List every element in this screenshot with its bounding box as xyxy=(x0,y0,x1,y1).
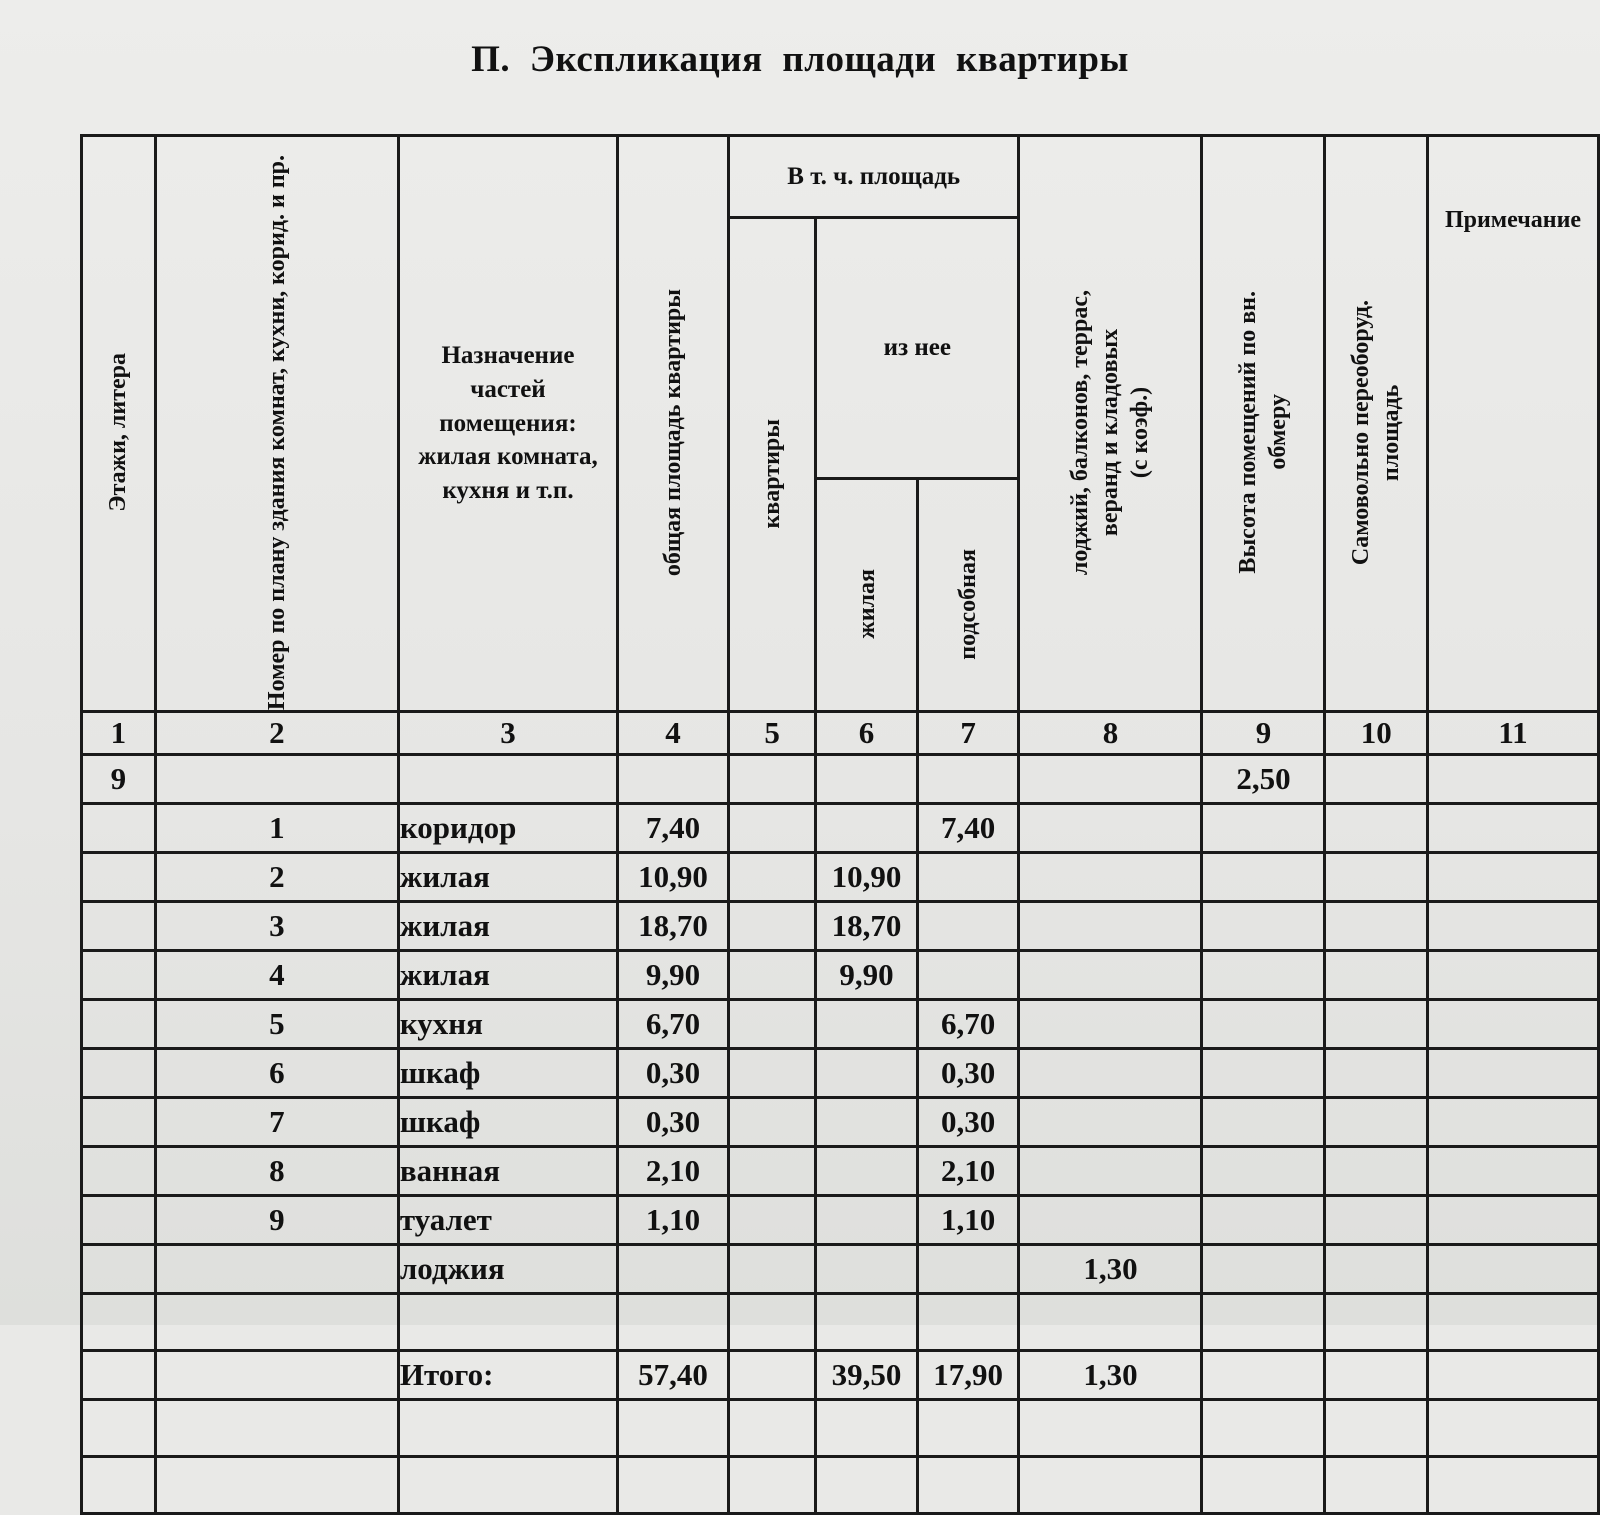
cell-auxiliary-area xyxy=(917,853,1019,902)
cell-room-name xyxy=(398,1294,617,1351)
cell-note xyxy=(1428,1245,1599,1294)
column-number: 4 xyxy=(618,712,729,755)
cell-loggia-area xyxy=(1019,1196,1202,1245)
cell-apartment-area xyxy=(728,1351,815,1400)
header-height: Высота помещений по вн. обмеру xyxy=(1202,136,1325,712)
cell-note xyxy=(1428,951,1599,1000)
table-row xyxy=(82,804,1599,853)
cell-note xyxy=(1428,902,1599,951)
column-number: 9 xyxy=(1202,712,1325,755)
cell-living-area: 39,50 xyxy=(816,1351,918,1400)
cell-self-rebuilt xyxy=(1325,1400,1428,1457)
cell-self-rebuilt xyxy=(1325,1351,1428,1400)
cell-room-number: 8 xyxy=(155,1147,398,1196)
cell-total-area: 9,90 xyxy=(618,951,729,1000)
cell-room-number: 2 xyxy=(155,853,398,902)
cell-total-area xyxy=(618,1294,729,1351)
cell-total-area: 10,90 xyxy=(618,853,729,902)
cell-room-name: туалет xyxy=(398,1196,617,1245)
cell-auxiliary-area xyxy=(917,755,1019,804)
cell-room-name xyxy=(398,1400,617,1457)
cell-apartment-area xyxy=(728,755,815,804)
cell-room-number xyxy=(155,755,398,804)
cell-loggia-area xyxy=(1019,804,1202,853)
cell-height xyxy=(1202,1147,1325,1196)
cell-height xyxy=(1202,1000,1325,1049)
cell-apartment-area xyxy=(728,1147,815,1196)
cell-auxiliary-area: 17,90 xyxy=(917,1351,1019,1400)
table-row xyxy=(82,1245,1599,1294)
table-row xyxy=(82,1400,1599,1457)
table-row xyxy=(82,1351,1599,1400)
cell-room-name xyxy=(398,1457,617,1514)
cell-auxiliary-area: 6,70 xyxy=(917,1000,1019,1049)
cell-height xyxy=(1202,1098,1325,1147)
cell-apartment-area xyxy=(728,951,815,1000)
cell-loggia-area xyxy=(1019,1049,1202,1098)
cell-self-rebuilt xyxy=(1325,1098,1428,1147)
cell-height xyxy=(1202,1049,1325,1098)
cell-loggia-area xyxy=(1019,853,1202,902)
cell-note xyxy=(1428,1196,1599,1245)
cell-apartment-area xyxy=(728,1400,815,1457)
cell-living-area xyxy=(816,1457,918,1514)
cell-floor xyxy=(82,951,156,1000)
explication-table xyxy=(80,134,1600,1515)
cell-loggia-area xyxy=(1019,755,1202,804)
header-of-which: из нее xyxy=(816,218,1019,479)
cell-note xyxy=(1428,1351,1599,1400)
cell-self-rebuilt xyxy=(1325,1147,1428,1196)
cell-self-rebuilt xyxy=(1325,1049,1428,1098)
header-incl-area: В т. ч. площадь xyxy=(728,136,1018,218)
cell-floor xyxy=(82,804,156,853)
cell-loggia-area xyxy=(1019,1147,1202,1196)
cell-height xyxy=(1202,951,1325,1000)
cell-note xyxy=(1428,1049,1599,1098)
column-number: 7 xyxy=(917,712,1019,755)
cell-floor xyxy=(82,1245,156,1294)
column-number: 8 xyxy=(1019,712,1202,755)
cell-self-rebuilt xyxy=(1325,902,1428,951)
cell-auxiliary-area xyxy=(917,1245,1019,1294)
cell-self-rebuilt xyxy=(1325,804,1428,853)
table-row xyxy=(82,853,1599,902)
table-row xyxy=(82,951,1599,1000)
cell-height xyxy=(1202,1457,1325,1514)
cell-floor xyxy=(82,1147,156,1196)
cell-room-number: 9 xyxy=(155,1196,398,1245)
cell-note xyxy=(1428,1457,1599,1514)
cell-room-name: ванная xyxy=(398,1147,617,1196)
cell-floor: 9 xyxy=(82,755,156,804)
cell-self-rebuilt xyxy=(1325,1245,1428,1294)
cell-room-number xyxy=(155,1245,398,1294)
table-body xyxy=(82,755,1599,1514)
cell-self-rebuilt xyxy=(1325,1196,1428,1245)
cell-room-number: 3 xyxy=(155,902,398,951)
table-row xyxy=(82,1147,1599,1196)
cell-note xyxy=(1428,1147,1599,1196)
cell-apartment-area xyxy=(728,853,815,902)
cell-height xyxy=(1202,804,1325,853)
cell-note xyxy=(1428,853,1599,902)
cell-auxiliary-area: 0,30 xyxy=(917,1049,1019,1098)
cell-total-area: 0,30 xyxy=(618,1098,729,1147)
cell-auxiliary-area: 2,10 xyxy=(917,1147,1019,1196)
cell-living-area xyxy=(816,1000,918,1049)
cell-loggia-area xyxy=(1019,1000,1202,1049)
cell-floor xyxy=(82,1196,156,1245)
cell-height xyxy=(1202,1245,1325,1294)
cell-note xyxy=(1428,804,1599,853)
cell-room-number: 5 xyxy=(155,1000,398,1049)
cell-auxiliary-area xyxy=(917,1457,1019,1514)
cell-living-area xyxy=(816,1098,918,1147)
table-row xyxy=(82,1049,1599,1098)
cell-floor xyxy=(82,902,156,951)
table-row xyxy=(82,755,1599,804)
cell-note xyxy=(1428,755,1599,804)
cell-living-area xyxy=(816,804,918,853)
cell-loggia-area xyxy=(1019,1457,1202,1514)
cell-auxiliary-area xyxy=(917,1400,1019,1457)
cell-auxiliary-area: 0,30 xyxy=(917,1098,1019,1147)
table-row xyxy=(82,1294,1599,1351)
header-living: жилая xyxy=(816,479,918,712)
column-number: 10 xyxy=(1325,712,1428,755)
header-loggia: лоджий, балконов, террас, веранд и кладовых (с коэф.) xyxy=(1019,136,1202,712)
cell-height xyxy=(1202,1351,1325,1400)
cell-total-area: 57,40 xyxy=(618,1351,729,1400)
document-title: П. Экспликация площади квартиры xyxy=(471,39,1129,80)
cell-apartment-area xyxy=(728,1049,815,1098)
cell-height xyxy=(1202,902,1325,951)
cell-apartment-area xyxy=(728,1000,815,1049)
cell-apartment-area xyxy=(728,1098,815,1147)
column-number-row xyxy=(82,712,1599,755)
table-row xyxy=(82,1196,1599,1245)
cell-loggia-area xyxy=(1019,1294,1202,1351)
cell-room-number: 4 xyxy=(155,951,398,1000)
cell-living-area xyxy=(816,1147,918,1196)
cell-height xyxy=(1202,1400,1325,1457)
cell-total-area xyxy=(618,1457,729,1514)
cell-living-area xyxy=(816,1196,918,1245)
cell-loggia-area xyxy=(1019,1098,1202,1147)
cell-note xyxy=(1428,1000,1599,1049)
cell-room-name: кухня xyxy=(398,1000,617,1049)
header-note: Примечание xyxy=(1428,136,1599,712)
cell-loggia-area xyxy=(1019,1400,1202,1457)
column-number: 3 xyxy=(398,712,617,755)
header-floor: Этажи, литера xyxy=(82,136,156,712)
table-row xyxy=(82,1098,1599,1147)
header-room-number: Номер по плану здания комнат, кухни, корид. и пр. xyxy=(155,136,398,712)
cell-total-area: 0,30 xyxy=(618,1049,729,1098)
cell-living-area: 18,70 xyxy=(816,902,918,951)
cell-floor xyxy=(82,1294,156,1351)
cell-floor xyxy=(82,1000,156,1049)
cell-living-area xyxy=(816,1400,918,1457)
cell-living-area xyxy=(816,1049,918,1098)
cell-total-area: 2,10 xyxy=(618,1147,729,1196)
cell-self-rebuilt xyxy=(1325,1457,1428,1514)
cell-note xyxy=(1428,1400,1599,1457)
cell-living-area xyxy=(816,1294,918,1351)
cell-room-number xyxy=(155,1294,398,1351)
cell-apartment-area xyxy=(728,1457,815,1514)
cell-total-area: 18,70 xyxy=(618,902,729,951)
cell-room-name: коридор xyxy=(398,804,617,853)
cell-auxiliary-area: 7,40 xyxy=(917,804,1019,853)
cell-room-number xyxy=(155,1400,398,1457)
cell-self-rebuilt xyxy=(1325,853,1428,902)
column-number: 1 xyxy=(82,712,156,755)
cell-self-rebuilt xyxy=(1325,1294,1428,1351)
cell-room-number xyxy=(155,1351,398,1400)
cell-self-rebuilt xyxy=(1325,1000,1428,1049)
header-purpose: Назначение частей помещения: жилая комната, кухня и т.п. xyxy=(398,136,617,712)
cell-height xyxy=(1202,1294,1325,1351)
cell-loggia-area: 1,30 xyxy=(1019,1245,1202,1294)
cell-room-name: жилая xyxy=(398,853,617,902)
cell-total-area xyxy=(618,1400,729,1457)
cell-loggia-area xyxy=(1019,951,1202,1000)
cell-apartment-area xyxy=(728,1245,815,1294)
cell-floor xyxy=(82,1351,156,1400)
cell-floor xyxy=(82,1400,156,1457)
column-number: 2 xyxy=(155,712,398,755)
cell-room-name: жилая xyxy=(398,902,617,951)
cell-total-area: 7,40 xyxy=(618,804,729,853)
table-row xyxy=(82,1000,1599,1049)
cell-floor xyxy=(82,1098,156,1147)
cell-room-name: шкаф xyxy=(398,1098,617,1147)
cell-room-name: шкаф xyxy=(398,1049,617,1098)
cell-apartment-area xyxy=(728,902,815,951)
cell-living-area xyxy=(816,755,918,804)
cell-room-name: Итого: xyxy=(398,1351,617,1400)
cell-living-area: 10,90 xyxy=(816,853,918,902)
cell-room-number: 6 xyxy=(155,1049,398,1098)
cell-living-area xyxy=(816,1245,918,1294)
cell-note xyxy=(1428,1098,1599,1147)
header-self-rebuilt: Самовольно переоборуд. площадь xyxy=(1325,136,1428,712)
cell-room-name xyxy=(398,755,617,804)
column-number: 5 xyxy=(728,712,815,755)
cell-auxiliary-area: 1,10 xyxy=(917,1196,1019,1245)
cell-room-number xyxy=(155,1457,398,1514)
cell-auxiliary-area xyxy=(917,1294,1019,1351)
cell-room-number: 7 xyxy=(155,1098,398,1147)
cell-room-name: жилая xyxy=(398,951,617,1000)
cell-height: 2,50 xyxy=(1202,755,1325,804)
table-row xyxy=(82,1457,1599,1514)
cell-auxiliary-area xyxy=(917,902,1019,951)
cell-room-name: лоджия xyxy=(398,1245,617,1294)
cell-self-rebuilt xyxy=(1325,755,1428,804)
cell-apartment-area xyxy=(728,1294,815,1351)
cell-apartment-area xyxy=(728,1196,815,1245)
column-number: 6 xyxy=(816,712,918,755)
cell-floor xyxy=(82,1049,156,1098)
cell-auxiliary-area xyxy=(917,951,1019,1000)
cell-loggia-area: 1,30 xyxy=(1019,1351,1202,1400)
cell-floor xyxy=(82,1457,156,1514)
cell-total-area: 6,70 xyxy=(618,1000,729,1049)
cell-floor xyxy=(82,853,156,902)
cell-note xyxy=(1428,1294,1599,1351)
column-number: 11 xyxy=(1428,712,1599,755)
header-apartment: квартиры xyxy=(728,218,815,712)
header-auxiliary: подсобная xyxy=(917,479,1019,712)
cell-total-area xyxy=(618,755,729,804)
cell-height xyxy=(1202,853,1325,902)
cell-loggia-area xyxy=(1019,902,1202,951)
table-row xyxy=(82,902,1599,951)
cell-apartment-area xyxy=(728,804,815,853)
cell-self-rebuilt xyxy=(1325,951,1428,1000)
cell-total-area: 1,10 xyxy=(618,1196,729,1245)
cell-height xyxy=(1202,1196,1325,1245)
header-total-area: общая площадь квартиры xyxy=(618,136,729,712)
cell-room-number: 1 xyxy=(155,804,398,853)
cell-living-area: 9,90 xyxy=(816,951,918,1000)
cell-total-area xyxy=(618,1245,729,1294)
